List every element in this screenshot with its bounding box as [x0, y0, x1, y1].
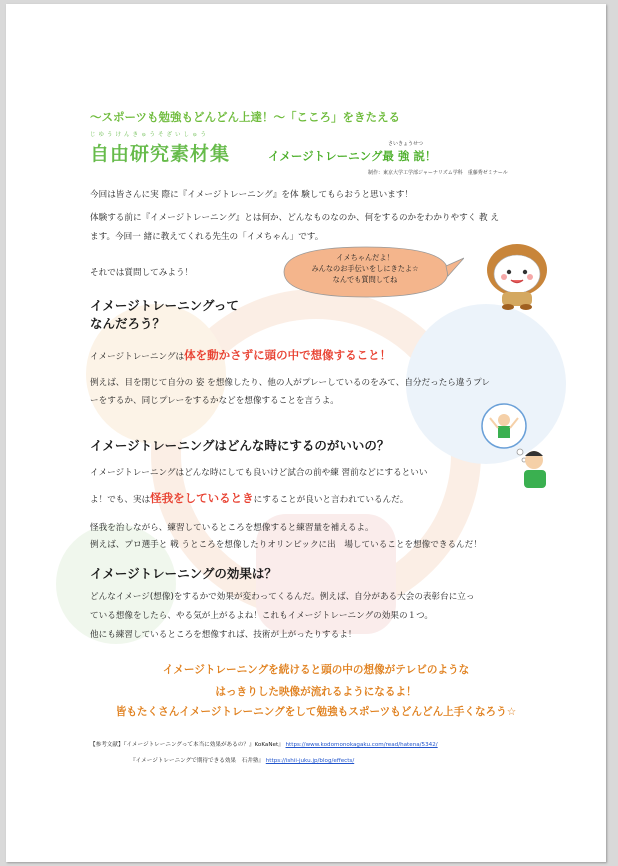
intro-line: 体験する前に『イメージトレーニング』とは何か、どんなものなのか、何をするのかをわかりやすく 教 え	[90, 213, 499, 223]
bubble-line: みんなのお手伝いをしにきたよ☆	[311, 264, 419, 273]
mascot-imechan-illustration	[480, 240, 554, 310]
reference-item	[90, 740, 438, 748]
section-line: ている想像をしたら、やる気が上がるよね！これもイメージトレーニングの効果の１つ。	[90, 611, 433, 621]
section-heading: イメージトレーニングはどんな時にするのがいいの？	[90, 438, 390, 453]
section-line: 他にも練習しているところを想像すれば、技術が上がったりするよ！	[90, 630, 357, 640]
credit-line: 制作：東京大学工学部ジャーナリズム学科 重藤秀ゼミナール	[368, 170, 508, 176]
intro-line: それでは質問してみよう！	[90, 268, 194, 278]
page-subtitle: イメージトレーニング最 強 説！	[268, 149, 437, 163]
section-tail: にすることが良いと言われているんだ。	[253, 495, 409, 505]
section-lead: イメージトレーニングは	[90, 352, 185, 362]
highlight-text: 怪我をしているとき	[150, 491, 254, 505]
reference-link[interactable]: https://ishii-juku.jp/blog/effects/	[265, 758, 355, 764]
document-page	[6, 4, 606, 862]
section-heading: イメージトレーニングの効果は？	[90, 566, 277, 581]
reference-label: 【参考文献】『イメージトレーニングって本当に効果があるの？』KoKaNet』	[90, 742, 284, 748]
closing-line: はっきりした映像が流れるようになるよ！	[215, 686, 417, 698]
bubble-line: なんでも質問してね	[332, 275, 398, 284]
closing-line: イメージトレーニングを続けると頭の中の想像がテレビのような	[162, 664, 470, 676]
closing-line: 皆もたくさんイメージトレーニングをして勉強もスポーツもどんどん上手くなろう☆	[115, 706, 517, 718]
title-sub-ruby: さいきょうせつ	[388, 141, 424, 147]
section-line: 怪我を治しながら、練習しているところを想像すると練習量を補えるよ。	[90, 523, 374, 533]
highlight-text: 体を動かさずに頭の中で想像すること！	[184, 348, 392, 362]
intro-line: ます。今回一 緒に教えてくれる先生の「イメちゃん」です。	[90, 232, 324, 242]
page-title: 自由研究素材集	[90, 143, 231, 165]
section-line	[90, 490, 408, 506]
section-line: ーをするか、同じプレーをするかなどを想像することを言うよ。	[90, 396, 339, 406]
section-heading: イメージトレーニングって	[90, 298, 239, 313]
title-ruby: じゆうけんきゅうそざいしゅう	[90, 132, 210, 138]
reference-item	[130, 756, 354, 764]
reference-label: 『イメージトレーニングで期待できる効果 石井塾』	[130, 758, 264, 764]
section-line: 例えば、目を閉じて自分の 姿 を想像したり、他の人がプレーしているのをみて、自分だったら違うプレ	[90, 378, 490, 388]
section-line: イメージトレーニングはどんな時にしても良いけど試合の前や練 習前などにするといい	[90, 468, 428, 478]
bubble-line: イメちゃんだよ！	[336, 253, 394, 262]
reference-link[interactable]: https://www.kodomonokagaku.com/read/hatena/5342/	[285, 742, 438, 748]
bubble-text	[276, 252, 454, 285]
subtitle: 〜スポーツも勉強もどんどん上達！〜「こころ」をきたえる	[90, 110, 401, 124]
thinking-boy-illustration	[476, 402, 556, 494]
section-line: 例えば、プロ選手と 戦 うところを想像したりオリンピックに出 場していることを想像できるんだ！	[90, 540, 482, 550]
intro-line: 今回は皆さんに実 際に『イメージトレーニング』を体 験してもらおうと思います！	[90, 190, 414, 200]
section-lead: よ！でも、実は	[90, 495, 151, 505]
section-line	[90, 347, 391, 363]
section-line: どんなイメージ(想像)をするかで効果が変わってくるんだ。例えば、自分がある大会の表彰台に立っ	[90, 592, 475, 602]
section-heading: なんだろう？	[90, 316, 166, 331]
